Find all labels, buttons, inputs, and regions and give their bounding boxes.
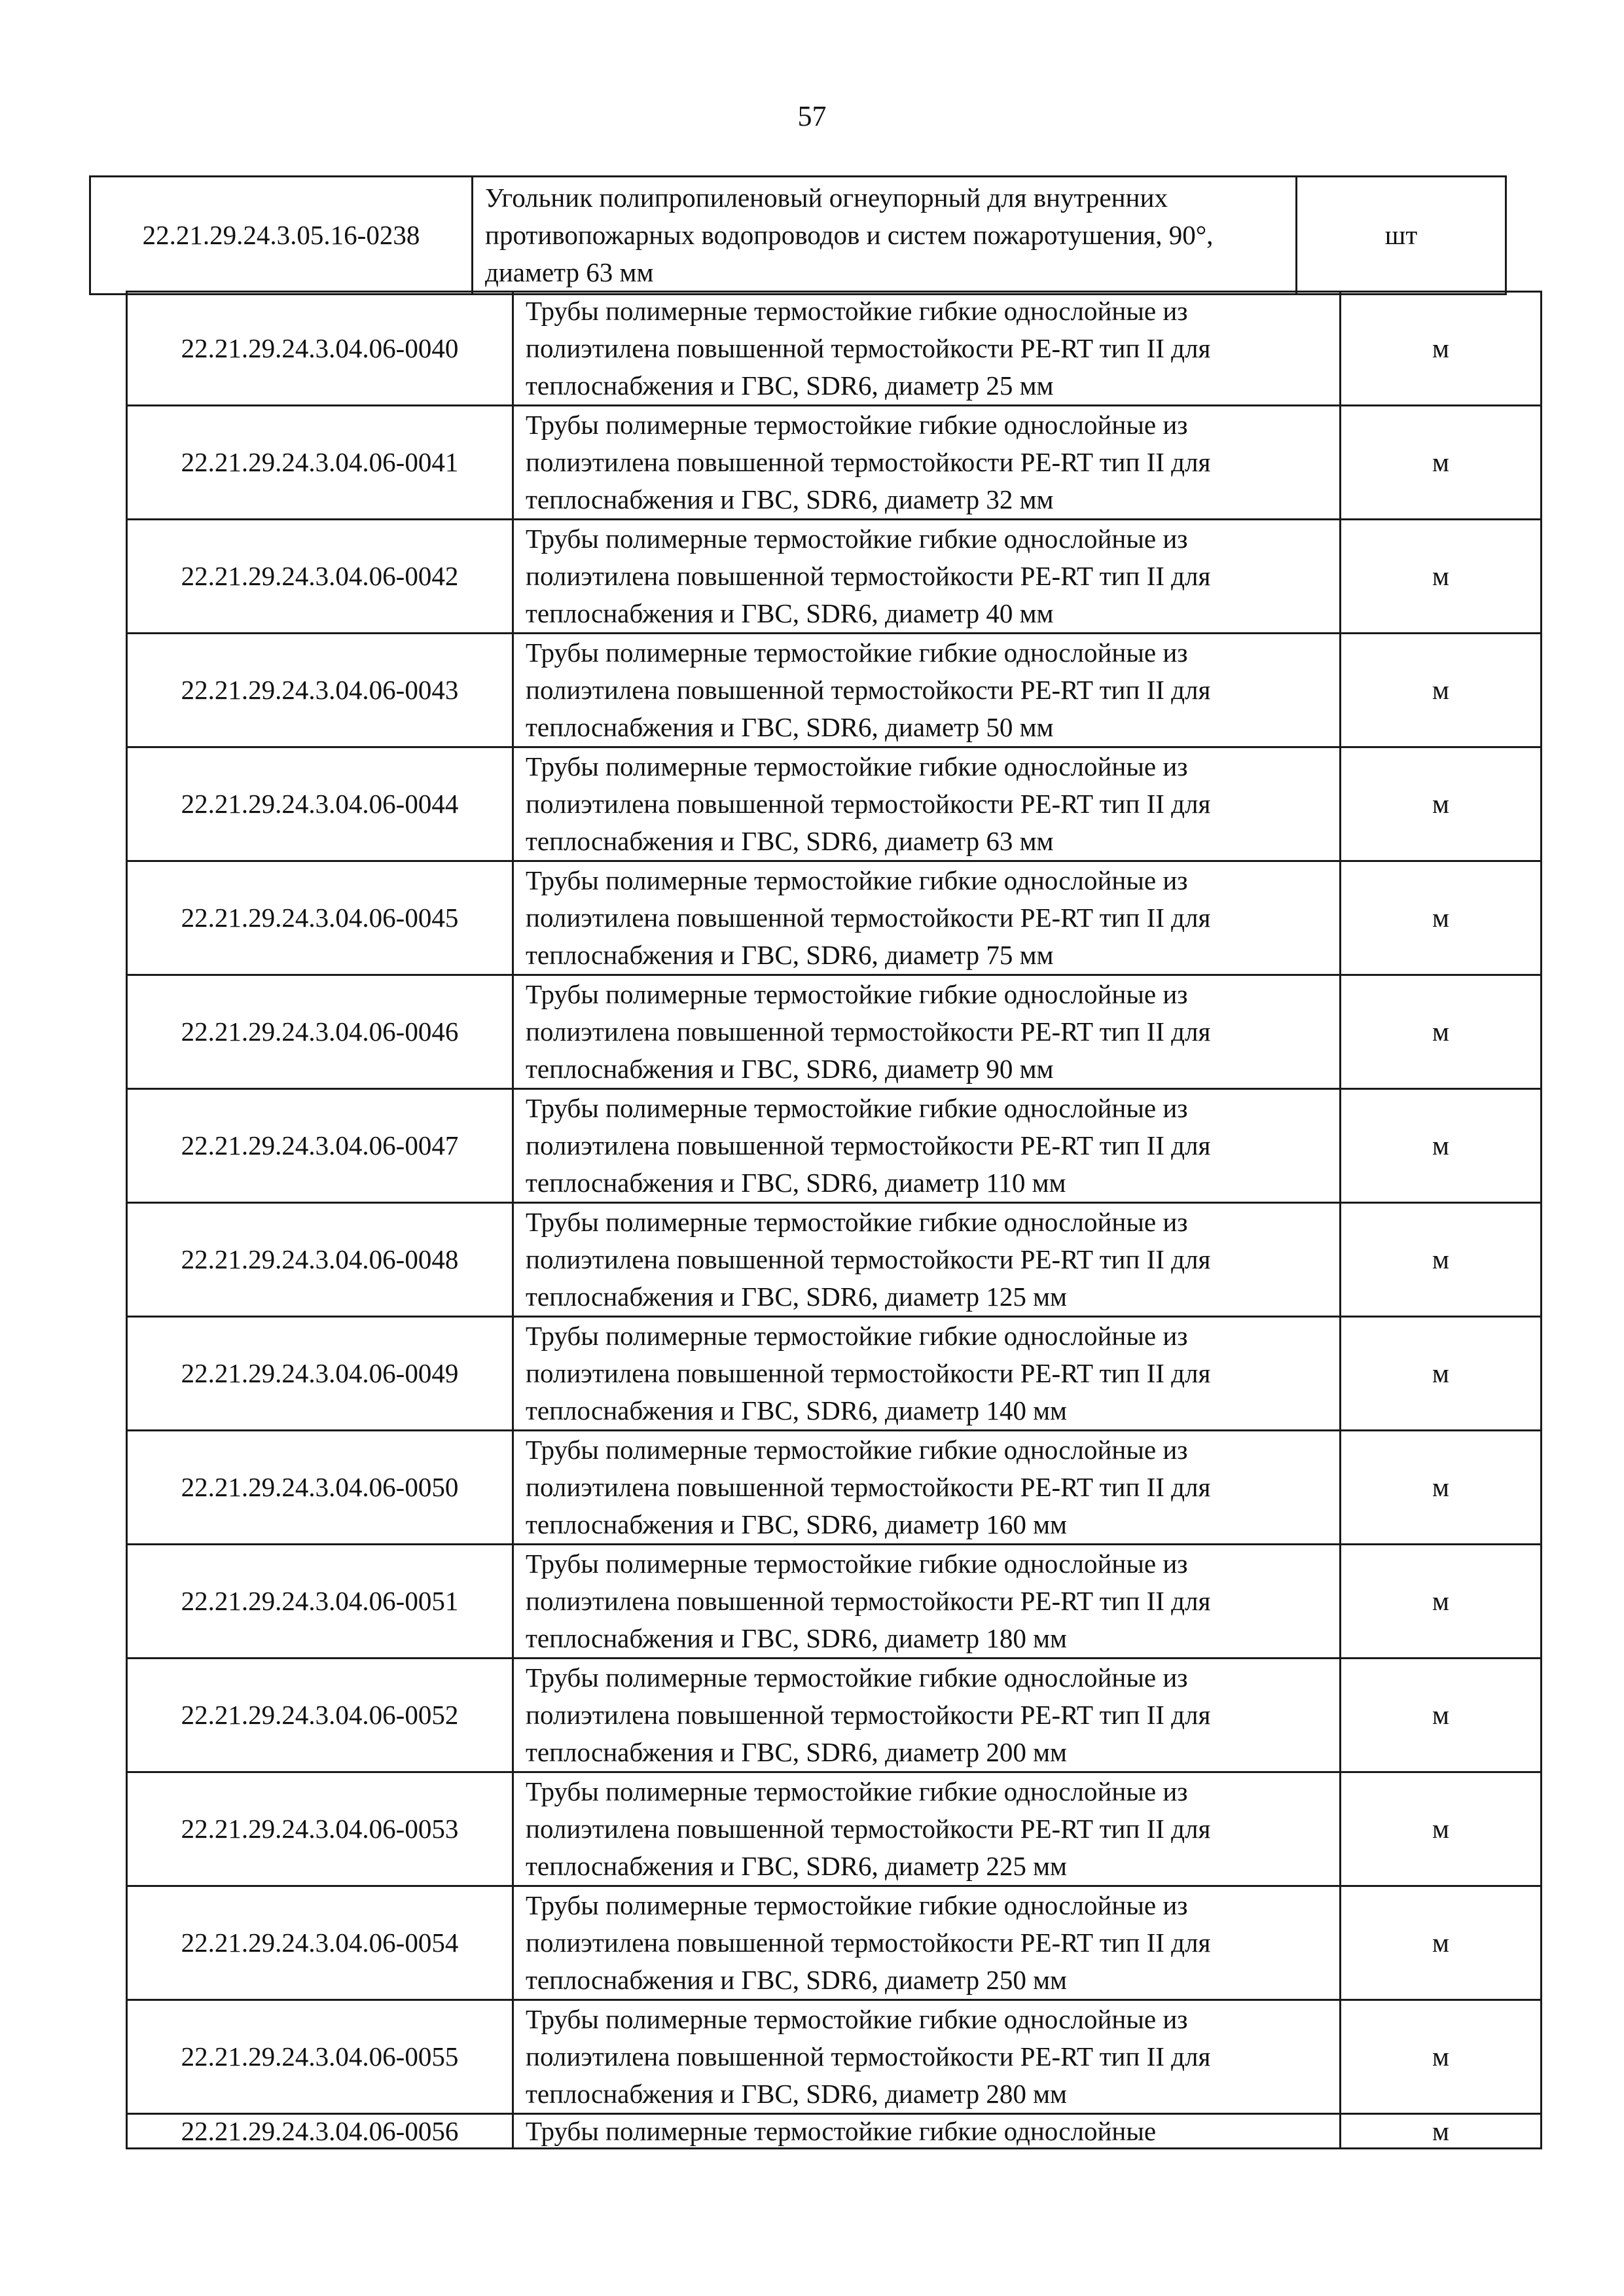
resource-description: Трубы полимерные термостойкие гибкие однослойные из полиэтилена повышенной термостойкости PE-RT тип II для теплоснабжения и ГВС, SDR6, диаметр 32 мм (513, 406, 1341, 520)
resource-code: 22.21.29.24.3.04.06-0050 (127, 1431, 513, 1545)
unit-of-measure: м (1341, 634, 1542, 747)
resource-code: 22.21.29.24.3.04.06-0052 (127, 1659, 513, 1772)
resource-description: Трубы полимерные термостойкие гибкие однослойные (513, 2114, 1341, 2149)
resource-code: 22.21.29.24.3.04.06-0055 (127, 2000, 513, 2114)
resource-code: 22.21.29.24.3.04.06-0043 (127, 634, 513, 747)
unit-of-measure: шт (1297, 177, 1506, 295)
unit-of-measure: м (1341, 292, 1542, 406)
unit-of-measure: м (1341, 861, 1542, 975)
table-row (127, 1886, 1542, 2000)
resource-description: Трубы полимерные термостойкие гибкие однослойные из полиэтилена повышенной термостойкости PE-RT тип II для теплоснабжения и ГВС, SDR6, диаметр 280 мм (513, 2000, 1341, 2114)
resource-code: 22.21.29.24.3.04.06-0046 (127, 975, 513, 1089)
resource-description: Угольник полипропиленовый огнеупорный для внутренних противопожарных водопроводов и систем пожаротушения, 90°, диаметр 63 мм (473, 177, 1297, 295)
resource-description: Трубы полимерные термостойкие гибкие однослойные из полиэтилена повышенной термостойкости PE-RT тип II для теплоснабжения и ГВС, SDR6, диаметр 200 мм (513, 1659, 1341, 1772)
table-row (127, 747, 1542, 861)
table-row (127, 1545, 1542, 1659)
unit-of-measure: м (1341, 2000, 1542, 2114)
resource-description: Трубы полимерные термостойкие гибкие однослойные из полиэтилена повышенной термостойкости PE-RT тип II для теплоснабжения и ГВС, SDR6, диаметр 125 мм (513, 1203, 1341, 1317)
resource-description: Трубы полимерные термостойкие гибкие однослойные из полиэтилена повышенной термостойкости PE-RT тип II для теплоснабжения и ГВС, SDR6, диаметр 50 мм (513, 634, 1341, 747)
table-row (127, 2114, 1542, 2149)
resource-description: Трубы полимерные термостойкие гибкие однослойные из полиэтилена повышенной термостойкости PE-RT тип II для теплоснабжения и ГВС, SDR6, диаметр 25 мм (513, 292, 1341, 406)
resource-description: Трубы полимерные термостойкие гибкие однослойные из полиэтилена повышенной термостойкости PE-RT тип II для теплоснабжения и ГВС, SDR6, диаметр 250 мм (513, 1886, 1341, 2000)
resource-description: Трубы полимерные термостойкие гибкие однослойные из полиэтилена повышенной термостойкости PE-RT тип II для теплоснабжения и ГВС, SDR6, диаметр 180 мм (513, 1545, 1341, 1659)
table-row (127, 1317, 1542, 1431)
unit-of-measure: м (1341, 747, 1542, 861)
resource-code: 22.21.29.24.3.04.06-0042 (127, 520, 513, 634)
top-table (89, 175, 1507, 295)
unit-of-measure: м (1341, 520, 1542, 634)
unit-of-measure: м (1341, 1089, 1542, 1203)
resource-description: Трубы полимерные термостойкие гибкие однослойные из полиэтилена повышенной термостойкости PE-RT тип II для теплоснабжения и ГВС, SDR6, диаметр 75 мм (513, 861, 1341, 975)
table-row (127, 975, 1542, 1089)
resource-table (126, 291, 1542, 2149)
table-row (127, 1089, 1542, 1203)
table-row (127, 1772, 1542, 1886)
table-row (127, 861, 1542, 975)
unit-of-measure: м (1341, 1772, 1542, 1886)
resource-description: Трубы полимерные термостойкие гибкие однослойные из полиэтилена повышенной термостойкости PE-RT тип II для теплоснабжения и ГВС, SDR6, диаметр 40 мм (513, 520, 1341, 634)
table-row (127, 406, 1542, 520)
resource-description: Трубы полимерные термостойкие гибкие однослойные из полиэтилена повышенной термостойкости PE-RT тип II для теплоснабжения и ГВС, SDR6, диаметр 160 мм (513, 1431, 1341, 1545)
unit-of-measure: м (1341, 1886, 1542, 2000)
resource-table-body (127, 292, 1542, 2149)
table-row (127, 292, 1542, 406)
resource-code: 22.21.29.24.3.04.06-0047 (127, 1089, 513, 1203)
unit-of-measure: м (1341, 1203, 1542, 1317)
unit-of-measure: м (1341, 2114, 1542, 2149)
unit-of-measure: м (1341, 1317, 1542, 1431)
table-row (127, 1203, 1542, 1317)
resource-code: 22.21.29.24.3.04.06-0045 (127, 861, 513, 975)
resource-code: 22.21.29.24.3.04.06-0048 (127, 1203, 513, 1317)
resource-code: 22.21.29.24.3.04.06-0044 (127, 747, 513, 861)
table-row (127, 634, 1542, 747)
resource-description: Трубы полимерные термостойкие гибкие однослойные из полиэтилена повышенной термостойкости PE-RT тип II для теплоснабжения и ГВС, SDR6, диаметр 225 мм (513, 1772, 1341, 1886)
resource-description: Трубы полимерные термостойкие гибкие однослойные из полиэтилена повышенной термостойкости PE-RT тип II для теплоснабжения и ГВС, SDR6, диаметр 63 мм (513, 747, 1341, 861)
resource-code: 22.21.29.24.3.04.06-0053 (127, 1772, 513, 1886)
unit-of-measure: м (1341, 1431, 1542, 1545)
unit-of-measure: м (1341, 975, 1542, 1089)
resource-description: Трубы полимерные термостойкие гибкие однослойные из полиэтилена повышенной термостойкости PE-RT тип II для теплоснабжения и ГВС, SDR6, диаметр 140 мм (513, 1317, 1341, 1431)
resource-code: 22.21.29.24.3.04.06-0056 (127, 2114, 513, 2149)
resource-description: Трубы полимерные термостойкие гибкие однослойные из полиэтилена повышенной термостойкости PE-RT тип II для теплоснабжения и ГВС, SDR6, диаметр 110 мм (513, 1089, 1341, 1203)
resource-code: 22.21.29.24.3.04.06-0049 (127, 1317, 513, 1431)
table-row (127, 1431, 1542, 1545)
resource-description: Трубы полимерные термостойкие гибкие однослойные из полиэтилена повышенной термостойкости PE-RT тип II для теплоснабжения и ГВС, SDR6, диаметр 90 мм (513, 975, 1341, 1089)
resource-code: 22.21.29.24.3.05.16-0238 (90, 177, 473, 295)
unit-of-measure: м (1341, 406, 1542, 520)
table-row (127, 520, 1542, 634)
resource-code: 22.21.29.24.3.04.06-0051 (127, 1545, 513, 1659)
unit-of-measure: м (1341, 1545, 1542, 1659)
resource-code: 22.21.29.24.3.04.06-0040 (127, 292, 513, 406)
table-row (127, 2000, 1542, 2114)
unit-of-measure: м (1341, 1659, 1542, 1772)
page-number: 57 (797, 100, 827, 132)
table-row (90, 177, 1506, 295)
table-row (127, 1659, 1542, 1772)
resource-code: 22.21.29.24.3.04.06-0054 (127, 1886, 513, 2000)
resource-code: 22.21.29.24.3.04.06-0041 (127, 406, 513, 520)
